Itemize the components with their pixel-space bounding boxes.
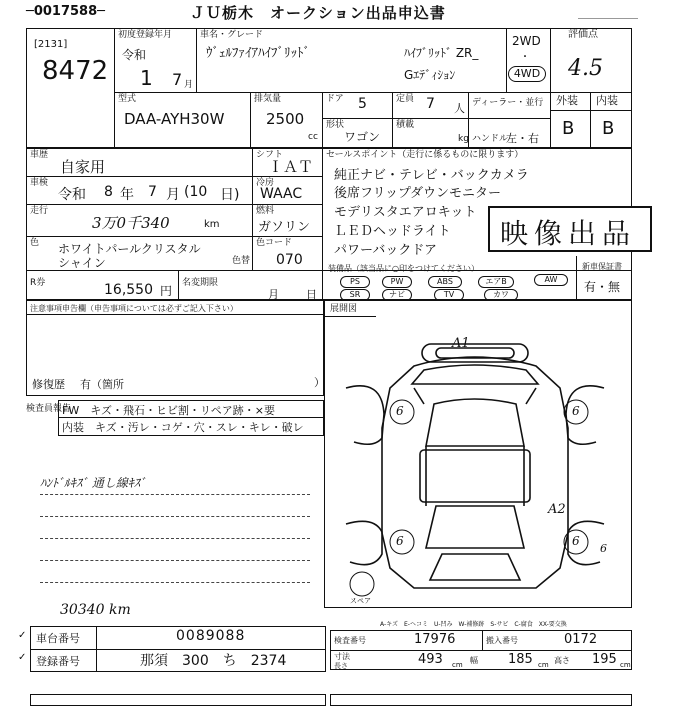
color-value-2: シャイン: [58, 256, 106, 270]
shaken-label: 車検: [30, 178, 49, 188]
drive-4wd: 4WD: [508, 66, 546, 82]
score-value: 4.5: [568, 56, 603, 81]
equipment-label: 装備品（該当品に○印をつけてください）: [328, 264, 479, 273]
delivery-no-label: 搬入番号: [486, 636, 518, 645]
fuel-label: 燃料: [256, 206, 275, 216]
mileage-unit: km: [204, 219, 220, 230]
ext-grade: B: [562, 118, 575, 139]
chassis-label: 車台番号: [36, 632, 80, 645]
recycle-label: R券: [30, 278, 46, 288]
dims-label: 寸法: [334, 652, 350, 661]
height-label: 高さ: [554, 656, 570, 665]
load-unit: kg: [458, 134, 469, 144]
inspection-label: 検査番号: [334, 636, 366, 645]
equip-sr: SR: [340, 289, 370, 301]
top-form: [26, 28, 632, 148]
model-code-label: 型式: [118, 94, 137, 104]
usage-label: 車歴: [30, 150, 49, 160]
int-label: 内装: [596, 94, 618, 107]
dealer-label: ディーラー・並行: [472, 98, 544, 108]
width-value: 185: [508, 652, 533, 667]
ac-label: 冷房: [256, 178, 275, 188]
equip-pw: PW: [382, 276, 412, 288]
repair-close: ）: [314, 376, 325, 389]
name-label: 車名・グレード: [200, 30, 264, 40]
int-grade: B: [602, 118, 615, 139]
doors-value: 5: [358, 96, 367, 112]
body-type-value: ワゴン: [344, 130, 381, 144]
reg-month-unit: 月: [184, 80, 194, 90]
lot-code: [2131]: [34, 39, 68, 50]
displacement-value: 2500: [266, 110, 305, 128]
equip-navi: ナビ: [382, 289, 412, 301]
equip-leather: カワ: [484, 289, 518, 301]
check-mark-2: ✓: [18, 652, 27, 663]
displacement-label: 排気量: [254, 94, 282, 104]
mark-a2: A2: [548, 502, 566, 517]
color-code-label: 色コード: [256, 238, 293, 248]
diagram-label: 展開図: [330, 304, 358, 314]
length-label: 長さ: [334, 662, 348, 670]
equip-abs: ABS: [428, 276, 462, 288]
video-stamp: [488, 206, 652, 252]
seats-value: 7: [426, 96, 435, 112]
bottom-box-right: [330, 694, 632, 706]
handle-label: ハンドル: [472, 134, 509, 144]
shaken-day-unit: 日): [220, 187, 240, 203]
mileage-label: 走行: [30, 206, 49, 216]
reg-month: 7: [172, 70, 183, 89]
plate-label: 登録番号: [36, 655, 80, 668]
sales-point-4: ＬＥＤヘッドライト: [334, 224, 451, 239]
documents-label: 新車保証書: [582, 262, 622, 271]
equip-airbag: エアB: [478, 276, 514, 288]
model-name: ｳﾞｪﾙﾌｧｲｱﾊｲﾌﾞﾘｯﾄﾞ: [206, 46, 310, 61]
inspection-value: 17976: [414, 632, 456, 647]
shaken-day: (10: [184, 184, 208, 200]
height-unit: cm: [620, 661, 631, 669]
equip-ps: PS: [340, 276, 370, 288]
mark-a1: A1: [452, 336, 470, 351]
car-diagram: [324, 318, 632, 606]
sales-label: セールスポイント（走行に係るものに限ります）: [326, 150, 524, 160]
color-value-1: ホワイトパールクリスタル: [58, 242, 201, 256]
shift-value: ＩＡＴ: [268, 158, 314, 176]
seats-unit: 人: [454, 102, 465, 115]
grade-line1: ﾊｲﾌﾞﾘｯﾄﾞ ZR_: [404, 46, 479, 60]
sales-point-2: 後席フリップダウンモニター: [334, 186, 502, 201]
usage-value: 自家用: [60, 158, 106, 176]
displacement-unit: cc: [308, 132, 318, 142]
length-value: 493: [418, 652, 443, 667]
handle-value: 左・右: [506, 132, 539, 145]
body-type-label: 形状: [326, 120, 345, 130]
repair-label: 修復歴: [32, 378, 65, 391]
mark-dent-4: 6: [572, 534, 580, 548]
score-label: 評価点: [568, 29, 598, 40]
model-code: DAA-AYH30W: [124, 110, 225, 128]
width-label: 幅: [470, 656, 478, 665]
video-stamp-text: 映像出品: [500, 217, 637, 250]
damage-legend: A-キズ E-ヘコミ U-凹み W-補修跡 S-サビ C-腐食 XX-要交換: [380, 621, 567, 628]
findings-label: 検査員報告: [26, 404, 72, 414]
equip-aw: AW: [534, 274, 568, 286]
equip-tv: TV: [434, 289, 464, 301]
document-title: ＪＵ栃木 オークション出品申込書: [190, 4, 446, 22]
remark-text: ﾊﾝﾄﾞﾙｷｽﾞ 通し線ｷｽﾞ: [40, 476, 146, 490]
findings-interior: 内装 キズ・汚レ・コゲ・穴・スレ・キレ・破レ: [62, 421, 304, 434]
mark-dent-1: 6: [396, 404, 404, 418]
sales-point-1: 純正ナビ・テレビ・バックカメラ: [334, 168, 529, 183]
doors-label: ドア: [326, 94, 344, 104]
check-mark-1: ✓: [18, 630, 27, 641]
drive-dot: ・: [520, 52, 530, 63]
transfer-day: 日: [306, 288, 317, 301]
shaken-year-unit: 年: [120, 187, 134, 203]
seats-label: 定員: [396, 94, 415, 104]
drive-2wd: 2WD: [512, 34, 541, 48]
shaken-month: 7: [148, 184, 157, 200]
recycle-unit: 円: [160, 284, 173, 298]
color-change-label: 色替: [232, 256, 251, 266]
plate-value: 那須 300 ち 2374: [140, 653, 287, 669]
shaken-month-unit: 月: [166, 187, 180, 203]
odometer-note: 30340 km: [60, 602, 131, 618]
color-label: 色: [30, 238, 40, 248]
reg-year: 1: [140, 66, 153, 90]
sales-point-3: モデリスタエアロキット: [334, 205, 477, 220]
mark-dent-3: 6: [396, 534, 404, 548]
ext-label: 外装: [556, 94, 578, 107]
shift-label: シフト: [256, 150, 284, 160]
documents-value: 有・無: [584, 280, 621, 294]
ac-value: WAAC: [260, 186, 303, 202]
recycle-value: 16,550: [104, 282, 153, 298]
color-code: 070: [276, 252, 303, 268]
shaken-era: 令和: [58, 187, 86, 203]
findings-fw: FW キズ・飛石・ヒビ割・リペア跡・×要: [62, 404, 275, 417]
repair-value: 有（箇所: [80, 378, 124, 391]
sales-point-5: パワーバックドア: [334, 243, 437, 258]
reg-label: 初度登録年月: [118, 30, 173, 40]
spare-label: スペア: [350, 597, 371, 605]
mileage-value: 3万0千340: [92, 214, 170, 232]
bottom-box-left: [30, 694, 326, 706]
height-value: 195: [592, 652, 617, 667]
length-unit: cm: [452, 661, 463, 669]
grade-line2: Gｴﾃﾞｨｼｮﾝ: [404, 68, 456, 82]
reg-era: 令和: [122, 48, 147, 62]
fuel-value: ガソリン: [258, 220, 311, 235]
delivery-no-value: 0172: [564, 632, 598, 647]
notes-label: 注意事項申告欄（申告事項については必ずご記入下さい）: [30, 304, 238, 313]
mark-dent-2: 6: [572, 404, 580, 418]
transfer-label: 名変期限: [182, 278, 219, 288]
chassis-value: 0089088: [176, 628, 246, 644]
load-label: 積載: [396, 120, 415, 130]
mark-dent-5: 6: [600, 542, 607, 555]
serial-number: ─0017588─: [26, 4, 105, 19]
transfer-month: 月: [268, 288, 279, 301]
lot-number: 8472: [42, 56, 109, 86]
width-unit: cm: [538, 661, 549, 669]
shaken-year: 8: [104, 184, 113, 200]
header-rule: [578, 8, 638, 19]
